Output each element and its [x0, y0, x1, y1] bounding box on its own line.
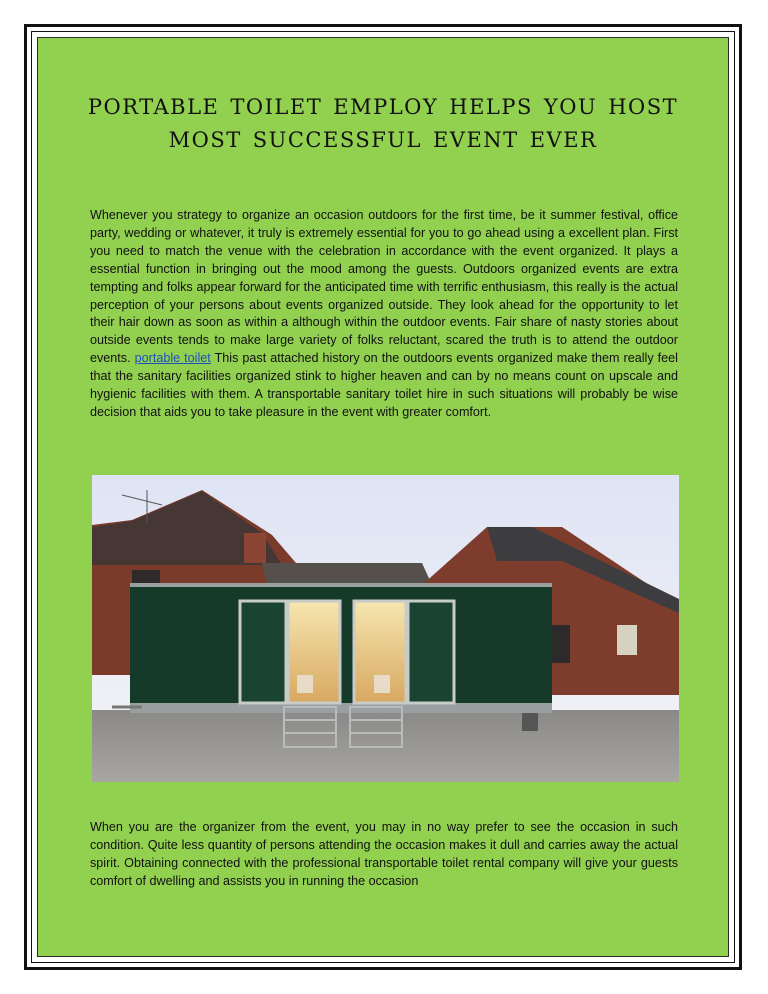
title-line-1: portable toilet employ helps you host — [87, 87, 679, 122]
intro-text-after-link: This past attached history on the outdoors events organized make them really feel that the sanitary facilities organized stink to higher heaven and can by no means count on upscale and hygienic facilities with them. A transportable sanitary toilet hire in such situations will probably be wise decision that aids you to take pleasure in the event with greater comfort. — [90, 351, 678, 419]
portable-toilet-link[interactable]: portable toilet — [134, 351, 211, 366]
intro-text-before-link: Whenever you strategy to organize an occasion outdoors for the first time, be it summer festival, office party, wedding or whatever, it truly is extremely essential for you to go ahead using a excellent plan. First you need to match the venue with the celebration in accordance with the event organized. It plays a essential function in bringing out the mood among the guests. Outdoors organized events are extra tempting and folks appear forward for the anticipated time with terrific enthusiasm, this really is the actual perception of your persons about events organized outside. They look ahead for the opportunity to let their hair down as soon as within a although within the outdoor events. Fair share of nasty stories about outside events tends to make large variety of folks reluctant, scared the truth is to attend the outdoor events. — [90, 208, 678, 366]
intro-paragraph — [90, 207, 678, 422]
second-paragraph: When you are the organizer from the event, you may in no way prefer to see the occasion in such condition. Quite less quantity of persons attending the occasion makes it dull and carries away the actual spirit. Obtaining connected with the professional transportable toilet rental company will give your guests comfort of dwelling and assists you in running the occasion — [90, 820, 678, 888]
portable-toilet-photo — [92, 475, 679, 782]
title-line-2: most successful event ever — [168, 120, 598, 155]
page-title — [70, 88, 696, 154]
